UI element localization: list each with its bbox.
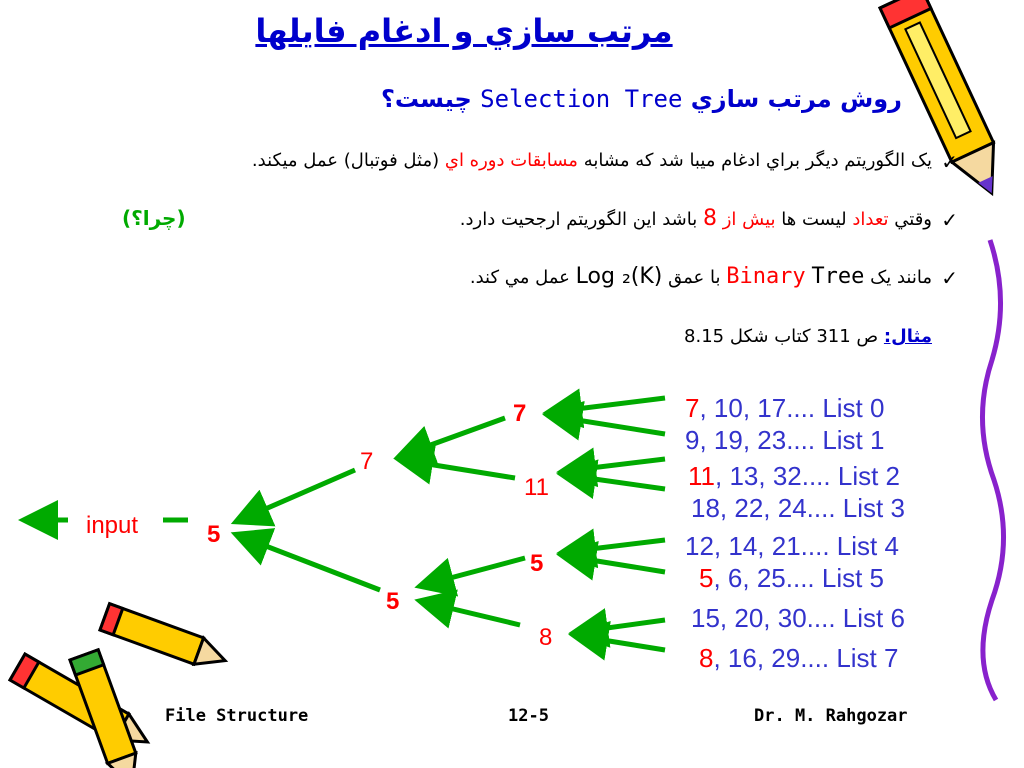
list-item	[691, 493, 905, 524]
tree-node-l1-3: 8	[539, 624, 553, 651]
bullet-text: وقتي	[894, 209, 932, 230]
arrow-list1	[552, 416, 665, 434]
bullet-text: يک الگوريتم ديگر براي ادغام ميبا شد که مشابه	[583, 150, 932, 171]
list-head: 8	[699, 643, 714, 673]
footer-center: 12-5	[508, 706, 549, 726]
tree-root: 5	[207, 521, 221, 548]
subtitle-suffix: چيست؟	[380, 85, 472, 113]
wavy-border-icon	[982, 240, 1003, 700]
arrow-5-to-5	[424, 558, 525, 585]
list-rest: 15, 20, 30.... List 6	[691, 603, 905, 633]
bullet-text: مانند يک	[870, 267, 932, 288]
check-icon: ✓	[941, 208, 958, 232]
bullet-text: ليست ها	[781, 209, 847, 230]
tree-node-l2-0: 7	[360, 448, 374, 475]
list-rest: , 10, 17.... List 0	[699, 393, 885, 423]
subtitle	[381, 85, 902, 113]
list-item	[685, 393, 884, 424]
list-item	[685, 425, 884, 456]
bullet-highlight: بيش از	[722, 209, 776, 230]
bullet-text: با عمق	[668, 267, 721, 288]
bullet-2	[460, 206, 932, 231]
list-item	[685, 531, 899, 562]
arrow-8-to-5	[424, 602, 520, 625]
arrow-list4	[566, 540, 665, 552]
list-item	[699, 643, 898, 674]
list-rest: 12, 14, 21.... List 4	[685, 531, 899, 561]
bullet-number: 8	[702, 206, 717, 231]
example-text: ص 311 کتاب شکل 8.15	[684, 326, 879, 347]
input-label: input	[86, 512, 139, 539]
bullet-3	[470, 264, 932, 289]
list-rest: 18, 22, 24.... List 3	[691, 493, 905, 523]
check-icon: ✓	[941, 266, 958, 290]
list-item	[691, 603, 905, 634]
subtitle-name: Selection Tree	[480, 85, 683, 113]
list-item	[688, 461, 900, 492]
tree-node-l1-2: 5	[530, 550, 544, 577]
list-rest: , 16, 29.... List 7	[713, 643, 899, 673]
footer-right: Dr. M. Rahgozar	[754, 706, 908, 726]
bullet-highlight: Binary	[726, 264, 806, 289]
list-head: 11	[688, 461, 715, 491]
list-rest: , 13, 32.... List 2	[715, 461, 900, 491]
pencil-icon	[100, 604, 230, 674]
tree-node-l1-0: 7	[513, 400, 527, 427]
arrow-list7	[578, 636, 665, 650]
list-item	[699, 563, 884, 594]
arrow-list2	[566, 459, 665, 471]
bullet-highlight: مسابقات دوره اي	[444, 150, 578, 171]
example-label: مثال:	[883, 326, 932, 347]
page-title: مرتب سازي و ادغام فايلها	[255, 12, 673, 50]
arrow-7-to-7	[403, 418, 505, 455]
bullet-highlight: تعداد	[852, 209, 889, 230]
tree-node-l1-1: 11	[524, 474, 549, 501]
why-label: (چرا؟)	[122, 206, 186, 230]
arrow-list6	[578, 620, 665, 632]
bullet-text: عمل مي کند.	[469, 267, 570, 288]
arrow-11-to-7	[403, 460, 515, 478]
check-icon: ✓	[941, 150, 958, 174]
footer-left: File Structure	[165, 706, 309, 726]
subtitle-prefix: روش مرتب سازي	[690, 85, 902, 113]
bullet-text: (مثل فوتبال) عمل ميکند.	[251, 150, 440, 171]
arrow-list3	[566, 475, 665, 489]
example-line	[684, 326, 932, 347]
bullet-text: باشد اين الگوريتم ارجحيت دارد.	[459, 209, 698, 230]
bullet-formula: Log ₂(K)	[575, 264, 663, 289]
arrow-list0	[552, 398, 665, 412]
tree-node-l2-1: 5	[386, 588, 400, 615]
list-rest: 9, 19, 23.... List 1	[685, 425, 885, 455]
list-head: 7	[685, 393, 700, 423]
bullet-1	[252, 150, 932, 171]
bullet-term: Tree	[811, 264, 865, 289]
arrow-5-to-root	[240, 536, 380, 590]
arrow-7-to-root	[240, 470, 355, 520]
arrow-list5	[566, 556, 665, 572]
list-rest: , 6, 25.... List 5	[713, 563, 885, 593]
list-head: 5	[699, 563, 714, 593]
